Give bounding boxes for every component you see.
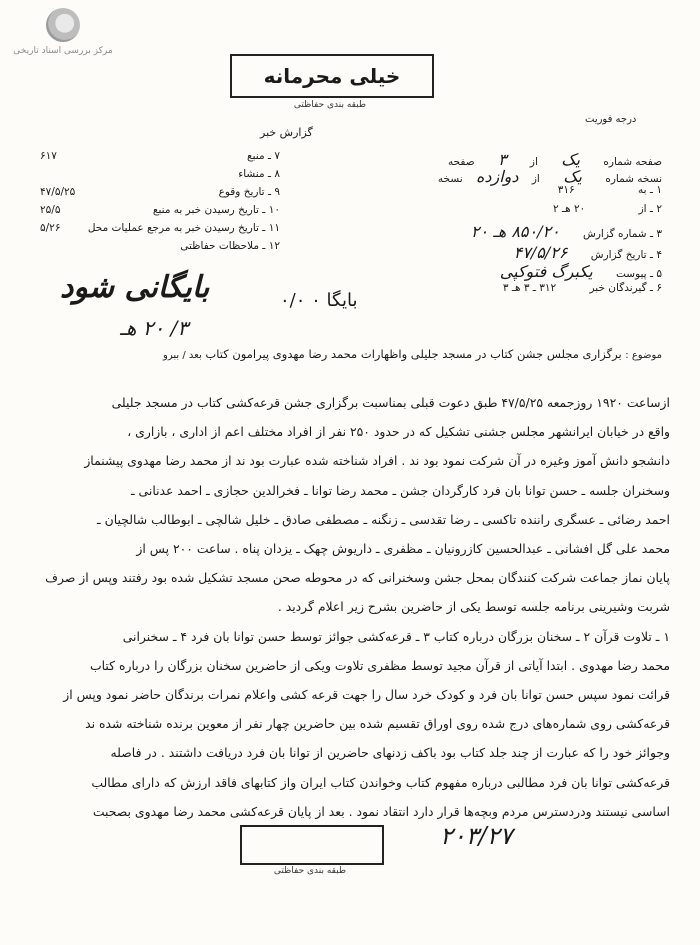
subject-note: بعد / ببرو (163, 350, 202, 361)
body-line: احمد رضائی ـ عسگری راننده تاکسی ـ رضا تقدسی ـ زنگنه ـ مصطفی صادق ـ خلیل شالچی ـ ابوطالب شالچیان ـ (97, 511, 670, 527)
field-recipients: ۶ ـ گیرندگان خبر ۳۱۲ ـ ۳ هـ ۳ (502, 282, 662, 294)
field-local-received: ۱۱ ـ تاریخ رسیدن خبر به مرجع عملیات محل ۵/۲۶ (40, 222, 280, 234)
field-page-number: صفحه شماره یک از ۳ صفحه (447, 150, 662, 169)
body-line: واقع در خیابان ایرانشهر مجلس جشنی تشکیل که در حدود ۲۵۰ نفر از افراد مختلف اعم از اداری ، بازاری ، (127, 424, 670, 440)
body-line: قرعه‌کشی روی شماره‌های درج شده روی اوراق تقسیم شده بین حاضرین چهار نفر از معوین برنده شناخته شده ند (85, 716, 670, 732)
body-line: وسخنران جلسه ـ حسن توانا بان فرد کارگردان جشن ـ محمد رضا توانا ـ فخرالدین حجازی ـ احمد عدنانی ـ (130, 482, 670, 498)
subject-text: برگزاری مجلس جشن کتاب در مسجد جلیلی واظهارات محمد رضا مهدوی پیرامون کتاب (205, 347, 622, 361)
body-line: محمد علی گل افشانی ـ عبدالحسین کازرونیان ـ مظفری ـ داریوش چهک ـ یزدان پناه . ساعت ۲۰۰ پس از (136, 541, 670, 557)
subject-label: موضوع : (625, 350, 662, 361)
field-attachment: ۵ ـ پیوست یکبرگ فتوکپی (499, 262, 662, 281)
report-body (30, 388, 670, 826)
subject-line (42, 346, 662, 364)
body-line: قرعه‌کشی توانا بان فرد مطالبی درباره مفهوم کتاب وخواندن کتاب ایران واز کتابهای فاقد ارزش که دارای مطالب (91, 774, 670, 790)
handwritten-scribble: بایگا ۰ ۰/۰ (280, 290, 358, 311)
field-origin: ۸ ـ منشاء (238, 168, 280, 180)
field-event-date: ۹ ـ تاریخ وقوع ۴۷/۵/۲۵ (40, 186, 280, 198)
handwritten-code: ۳/ ۲۰ هـ (120, 316, 189, 340)
body-line: ازساعت ۱۹۲۰ روزجمعه ۴۷/۵/۲۵ طبق دعوت قبلی بمناسبت برگزاری جشن قرعه‌کشی کتاب در مسجد جلیلی (111, 395, 670, 410)
urgency-label: درجه فوریت (585, 114, 637, 125)
field-source: ۷ ـ منبع ۶۱۷ (40, 150, 280, 162)
field-security-notes: ۱۲ ـ ملاحظات حفاظتی (180, 240, 280, 252)
body-line: شربت وشیرینی برنامه جلسه توسط یکی از حاضرین بشرح زیر اعلام گردید . (277, 599, 670, 615)
body-line: قرائت نمود سپس حسن توانا بان فرد و کودک خرد سال را جهت قرعه کشی واعلام نمرات برندگان حاضر نمود وپس از (63, 687, 670, 703)
field-copy-number: نسخه شماره یک از دوازده نسخه (437, 167, 662, 186)
classification-stamp: خیلی محرمانه (230, 54, 434, 98)
field-report-number: ۳ ـ شماره گزارش ۸۵۰/۲۰ هـ ۲۰ (470, 222, 662, 241)
field-report-date: ۴ ـ تاریخ گزارش ۴۷/۵/۲۶ (513, 243, 662, 262)
classification-label: طبقه بندی حفاظتی (293, 100, 367, 110)
handwritten-archive-note: بایگانی شود (60, 270, 210, 305)
report-title: گزارش خبر (260, 126, 313, 139)
body-line: محمد رضا مهدوی . ابتدا آیاتی از قرآن مجید توسط مظفری تلاوت ویکی از حاضرین سخنان بزرگان را درباره کتاب (89, 657, 670, 673)
body-line: پایان نماز جماعت شرکت کنندگان بمحل جشن وسخنرانی که در محوطه صحن مسجد تشکیل شده بود رفتند وپس از صرف (45, 570, 670, 586)
body-line: اساسی نیستند ودردسترس مردم وبچه‌ها قرار دارد انتقاد نمود . بعد از پایان قرعه‌کشی محمد رضا مهدوی بصحبت (92, 803, 670, 819)
body-line: ۱ ـ تلاوت قرآن ۲ ـ سخنان بزرگان درباره کتاب ۳ ـ قرعه‌کشی جوائز توسط حسن توانا بان فرد ۴ ـ سخنرانی (122, 628, 670, 644)
field-from: ۲ ـ از ۲۰ هـ ۲ (553, 203, 662, 215)
field-to: ۱ ـ به ۳۱۶ (557, 184, 662, 196)
handwritten-page-number: ۲۰۳/۲۷ (440, 822, 513, 850)
body-line: دانشجو دانش آموز وغیره در آن شرکت نمود بود ند . افراد شناخته شده عبارت بود ند از محمد رضا مهدوی پیشنماز (84, 453, 670, 469)
bottom-classification-stamp (240, 825, 384, 865)
body-line: وجوائز خود را که عبارت از چند جلد کتاب بود باکف زدنهای حاضرین از توانا بان فرد دریافت داشتند . در فاصله (110, 745, 670, 761)
archive-watermark (8, 8, 118, 56)
watermark-text: مرکز بررسی اسناد تاریخی (13, 46, 113, 56)
bottom-classification-label: طبقه بندی حفاظتی (273, 866, 347, 876)
field-source-received: ۱۰ ـ تاریخ رسیدن خبر به منبع ۲۵/۵ (40, 204, 280, 216)
archive-logo-icon (46, 8, 80, 42)
